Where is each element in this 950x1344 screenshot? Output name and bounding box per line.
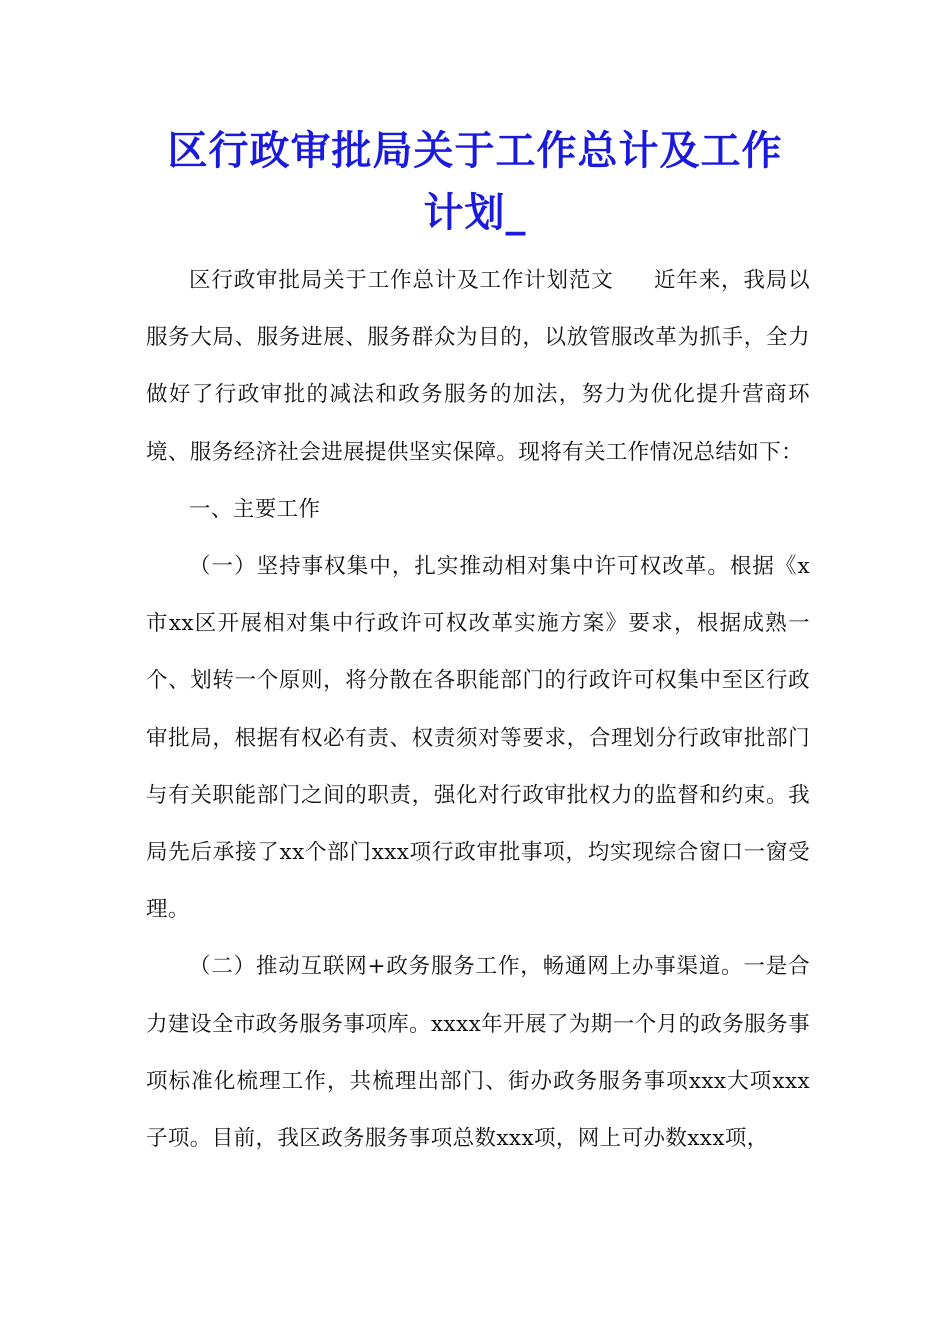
- paragraph-intro: [146, 252, 810, 481]
- paragraph-item-2: （二）推动互联网+政务服务工作，畅通网上办事渠道。一是合力建设全市政务服务事项库。xxxx年开展了为期一个月的政务服务事项标准化梳理工作，共梳理出部门、街办政务服务事项xxx大项xxx子项。目前，我区政务服务事项总数xxx项，网上可办数xxx项，: [146, 954, 810, 1152]
- paragraph-item-1: （一）坚持事权集中，扎实推动相对集中许可权改革。根据《x市xx区开展相对集中行政许可权改革实施方案》要求，根据成熟一个、划转一个原则，将分散在各职能部门的行政许可权集中至区行政审批局，根据有权必有责、权责须对等要求，合理划分行政审批部门与有关职能部门之间的职责，强化对行政审批权力的监督和约束。我局先后承接了xx个部门xxx项行政审批事项，均实现综合窗口一窗受理。: [146, 554, 810, 923]
- paragraph-intro-text: 近年来，我局以服务大局、服务进展、服务群众为目的，以放管服改革为抓手，全力做好了行政审批的减法和政务服务的加法，努力为优化提升营商环境、服务经济社会进展提供坚实保障。现将有关工作情况总结如下：: [146, 268, 810, 465]
- paragraph-intro-lead: 区行政审批局关于工作总计及工作计划范文: [189, 268, 614, 293]
- title-line-2: 计划_: [423, 189, 527, 236]
- section-heading-main-work: 一、主要工作: [189, 496, 321, 522]
- title-line-1: 区行政审批局关于工作总计及工作: [167, 127, 783, 174]
- document-title: [130, 120, 820, 244]
- document-body: [146, 252, 810, 1167]
